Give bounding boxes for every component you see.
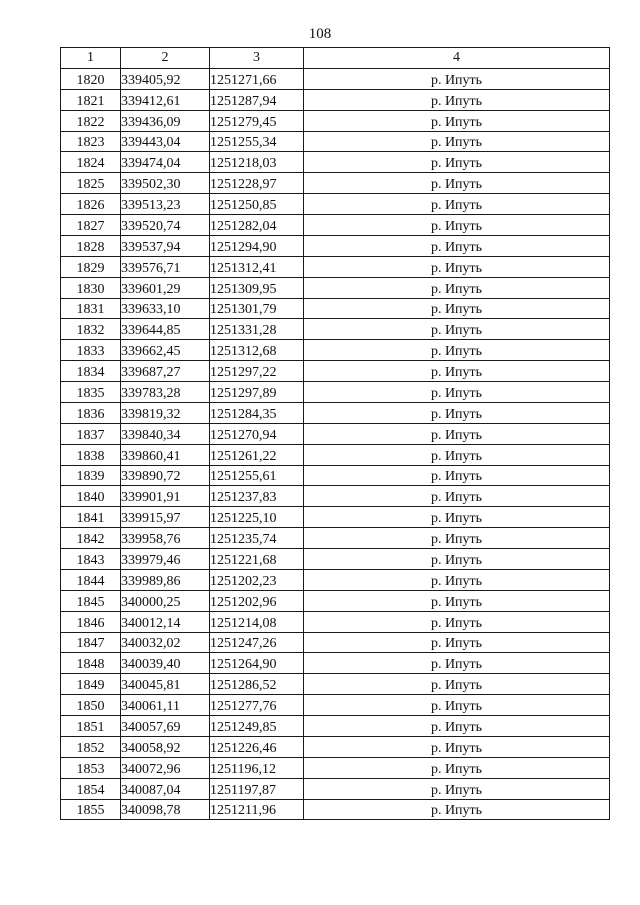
point-number-cell: 1835 — [61, 382, 121, 403]
table-row — [61, 215, 610, 236]
x-coordinate-cell: 340072,96 — [121, 757, 210, 778]
point-number-cell: 1822 — [61, 110, 121, 131]
x-coordinate-cell: 340039,40 — [121, 653, 210, 674]
y-coordinate-cell: 1251264,90 — [210, 653, 304, 674]
description-cell: р. Ипуть — [304, 423, 610, 444]
point-number-cell: 1824 — [61, 152, 121, 173]
description-cell: р. Ипуть — [304, 277, 610, 298]
point-number-cell: 1839 — [61, 465, 121, 486]
y-coordinate-cell: 1251294,90 — [210, 235, 304, 256]
y-coordinate-cell: 1251225,10 — [210, 507, 304, 528]
x-coordinate-cell: 340098,78 — [121, 799, 210, 820]
x-coordinate-cell: 339443,04 — [121, 131, 210, 152]
table-row — [61, 736, 610, 757]
y-coordinate-cell: 1251301,79 — [210, 298, 304, 319]
x-coordinate-cell: 339520,74 — [121, 215, 210, 236]
point-number-cell: 1842 — [61, 528, 121, 549]
x-coordinate-cell: 340061,11 — [121, 695, 210, 716]
y-coordinate-cell: 1251226,46 — [210, 736, 304, 757]
x-coordinate-cell: 339979,46 — [121, 549, 210, 570]
point-number-cell: 1843 — [61, 549, 121, 570]
table-row — [61, 89, 610, 110]
x-coordinate-cell: 339783,28 — [121, 382, 210, 403]
x-coordinate-cell: 340032,02 — [121, 632, 210, 653]
y-coordinate-cell: 1251249,85 — [210, 716, 304, 737]
table-row — [61, 465, 610, 486]
point-number-cell: 1846 — [61, 611, 121, 632]
column-header-4: 4 — [304, 48, 610, 69]
point-number-cell: 1844 — [61, 569, 121, 590]
x-coordinate-cell: 339687,27 — [121, 361, 210, 382]
table-row — [61, 340, 610, 361]
y-coordinate-cell: 1251255,61 — [210, 465, 304, 486]
point-number-cell: 1837 — [61, 423, 121, 444]
x-coordinate-cell: 339502,30 — [121, 173, 210, 194]
table-row — [61, 235, 610, 256]
description-cell: р. Ипуть — [304, 298, 610, 319]
description-cell: р. Ипуть — [304, 549, 610, 570]
table-body — [61, 68, 610, 820]
description-cell: р. Ипуть — [304, 68, 610, 89]
x-coordinate-cell: 339860,41 — [121, 444, 210, 465]
table-header-row — [61, 48, 610, 69]
y-coordinate-cell: 1251279,45 — [210, 110, 304, 131]
point-number-cell: 1851 — [61, 716, 121, 737]
y-coordinate-cell: 1251309,95 — [210, 277, 304, 298]
x-coordinate-cell: 339513,23 — [121, 194, 210, 215]
description-cell: р. Ипуть — [304, 799, 610, 820]
x-coordinate-cell: 339644,85 — [121, 319, 210, 340]
description-cell: р. Ипуть — [304, 757, 610, 778]
y-coordinate-cell: 1251235,74 — [210, 528, 304, 549]
point-number-cell: 1849 — [61, 674, 121, 695]
description-cell: р. Ипуть — [304, 110, 610, 131]
x-coordinate-cell: 340012,14 — [121, 611, 210, 632]
x-coordinate-cell: 339436,09 — [121, 110, 210, 131]
page-number: 108 — [308, 26, 332, 42]
y-coordinate-cell: 1251284,35 — [210, 402, 304, 423]
description-cell: р. Ипуть — [304, 382, 610, 403]
table-row — [61, 757, 610, 778]
table-row — [61, 674, 610, 695]
table-row — [61, 632, 610, 653]
table-row — [61, 256, 610, 277]
y-coordinate-cell: 1251270,94 — [210, 423, 304, 444]
coordinates-table — [60, 47, 610, 820]
y-coordinate-cell: 1251218,03 — [210, 152, 304, 173]
point-number-cell: 1831 — [61, 298, 121, 319]
description-cell: р. Ипуть — [304, 569, 610, 590]
table-row — [61, 402, 610, 423]
table-row — [61, 486, 610, 507]
x-coordinate-cell: 339901,91 — [121, 486, 210, 507]
y-coordinate-cell: 1251277,76 — [210, 695, 304, 716]
point-number-cell: 1832 — [61, 319, 121, 340]
table-row — [61, 110, 610, 131]
point-number-cell: 1830 — [61, 277, 121, 298]
table-row — [61, 549, 610, 570]
table-row — [61, 695, 610, 716]
x-coordinate-cell: 339633,10 — [121, 298, 210, 319]
description-cell: р. Ипуть — [304, 402, 610, 423]
y-coordinate-cell: 1251297,22 — [210, 361, 304, 382]
description-cell: р. Ипуть — [304, 590, 610, 611]
y-coordinate-cell: 1251237,83 — [210, 486, 304, 507]
table-row — [61, 528, 610, 549]
table-row — [61, 569, 610, 590]
description-cell: р. Ипуть — [304, 319, 610, 340]
description-cell: р. Ипуть — [304, 173, 610, 194]
table-row — [61, 799, 610, 820]
y-coordinate-cell: 1251211,96 — [210, 799, 304, 820]
column-header-1: 1 — [61, 48, 121, 69]
table-row — [61, 444, 610, 465]
table-row — [61, 382, 610, 403]
table-row — [61, 423, 610, 444]
point-number-cell: 1827 — [61, 215, 121, 236]
y-coordinate-cell: 1251221,68 — [210, 549, 304, 570]
y-coordinate-cell: 1251228,97 — [210, 173, 304, 194]
y-coordinate-cell: 1251282,04 — [210, 215, 304, 236]
y-coordinate-cell: 1251261,22 — [210, 444, 304, 465]
table-row — [61, 611, 610, 632]
point-number-cell: 1850 — [61, 695, 121, 716]
table-row — [61, 131, 610, 152]
table-row — [61, 778, 610, 799]
description-cell: р. Ипуть — [304, 131, 610, 152]
description-cell: р. Ипуть — [304, 716, 610, 737]
x-coordinate-cell: 340000,25 — [121, 590, 210, 611]
description-cell: р. Ипуть — [304, 465, 610, 486]
point-number-cell: 1836 — [61, 402, 121, 423]
description-cell: р. Ипуть — [304, 507, 610, 528]
point-number-cell: 1838 — [61, 444, 121, 465]
description-cell: р. Ипуть — [304, 89, 610, 110]
description-cell: р. Ипуть — [304, 340, 610, 361]
table-row — [61, 173, 610, 194]
y-coordinate-cell: 1251214,08 — [210, 611, 304, 632]
point-number-cell: 1833 — [61, 340, 121, 361]
table-row — [61, 361, 610, 382]
point-number-cell: 1853 — [61, 757, 121, 778]
description-cell: р. Ипуть — [304, 152, 610, 173]
x-coordinate-cell: 339474,04 — [121, 152, 210, 173]
table-row — [61, 298, 610, 319]
x-coordinate-cell: 339405,92 — [121, 68, 210, 89]
description-cell: р. Ипуть — [304, 653, 610, 674]
description-cell: р. Ипуть — [304, 361, 610, 382]
x-coordinate-cell: 339412,61 — [121, 89, 210, 110]
x-coordinate-cell: 340057,69 — [121, 716, 210, 737]
description-cell: р. Ипуть — [304, 486, 610, 507]
x-coordinate-cell: 339601,29 — [121, 277, 210, 298]
point-number-cell: 1821 — [61, 89, 121, 110]
description-cell: р. Ипуть — [304, 778, 610, 799]
table-row — [61, 716, 610, 737]
y-coordinate-cell: 1251247,26 — [210, 632, 304, 653]
point-number-cell: 1826 — [61, 194, 121, 215]
table-row — [61, 590, 610, 611]
x-coordinate-cell: 340045,81 — [121, 674, 210, 695]
y-coordinate-cell: 1251196,12 — [210, 757, 304, 778]
x-coordinate-cell: 339890,72 — [121, 465, 210, 486]
x-coordinate-cell: 339662,45 — [121, 340, 210, 361]
y-coordinate-cell: 1251297,89 — [210, 382, 304, 403]
table-row — [61, 319, 610, 340]
point-number-cell: 1854 — [61, 778, 121, 799]
y-coordinate-cell: 1251286,52 — [210, 674, 304, 695]
y-coordinate-cell: 1251312,41 — [210, 256, 304, 277]
point-number-cell: 1834 — [61, 361, 121, 382]
description-cell: р. Ипуть — [304, 235, 610, 256]
table-row — [61, 152, 610, 173]
point-number-cell: 1845 — [61, 590, 121, 611]
y-coordinate-cell: 1251287,94 — [210, 89, 304, 110]
x-coordinate-cell: 339576,71 — [121, 256, 210, 277]
description-cell: р. Ипуть — [304, 695, 610, 716]
description-cell: р. Ипуть — [304, 256, 610, 277]
description-cell: р. Ипуть — [304, 611, 610, 632]
point-number-cell: 1825 — [61, 173, 121, 194]
point-number-cell: 1841 — [61, 507, 121, 528]
column-header-2: 2 — [121, 48, 210, 69]
point-number-cell: 1855 — [61, 799, 121, 820]
description-cell: р. Ипуть — [304, 528, 610, 549]
x-coordinate-cell: 339819,32 — [121, 402, 210, 423]
column-header-3: 3 — [210, 48, 304, 69]
point-number-cell: 1847 — [61, 632, 121, 653]
y-coordinate-cell: 1251271,66 — [210, 68, 304, 89]
point-number-cell: 1840 — [61, 486, 121, 507]
y-coordinate-cell: 1251197,87 — [210, 778, 304, 799]
table-row — [61, 194, 610, 215]
x-coordinate-cell: 339840,34 — [121, 423, 210, 444]
table-row — [61, 68, 610, 89]
x-coordinate-cell: 340058,92 — [121, 736, 210, 757]
y-coordinate-cell: 1251202,23 — [210, 569, 304, 590]
point-number-cell: 1820 — [61, 68, 121, 89]
y-coordinate-cell: 1251312,68 — [210, 340, 304, 361]
point-number-cell: 1829 — [61, 256, 121, 277]
x-coordinate-cell: 340087,04 — [121, 778, 210, 799]
description-cell: р. Ипуть — [304, 632, 610, 653]
y-coordinate-cell: 1251331,28 — [210, 319, 304, 340]
x-coordinate-cell: 339989,86 — [121, 569, 210, 590]
table-row — [61, 653, 610, 674]
x-coordinate-cell: 339958,76 — [121, 528, 210, 549]
y-coordinate-cell: 1251250,85 — [210, 194, 304, 215]
point-number-cell: 1823 — [61, 131, 121, 152]
description-cell: р. Ипуть — [304, 444, 610, 465]
y-coordinate-cell: 1251255,34 — [210, 131, 304, 152]
table-row — [61, 277, 610, 298]
x-coordinate-cell: 339915,97 — [121, 507, 210, 528]
description-cell: р. Ипуть — [304, 215, 610, 236]
description-cell: р. Ипуть — [304, 736, 610, 757]
point-number-cell: 1852 — [61, 736, 121, 757]
point-number-cell: 1848 — [61, 653, 121, 674]
table-row — [61, 507, 610, 528]
y-coordinate-cell: 1251202,96 — [210, 590, 304, 611]
point-number-cell: 1828 — [61, 235, 121, 256]
description-cell: р. Ипуть — [304, 674, 610, 695]
description-cell: р. Ипуть — [304, 194, 610, 215]
x-coordinate-cell: 339537,94 — [121, 235, 210, 256]
